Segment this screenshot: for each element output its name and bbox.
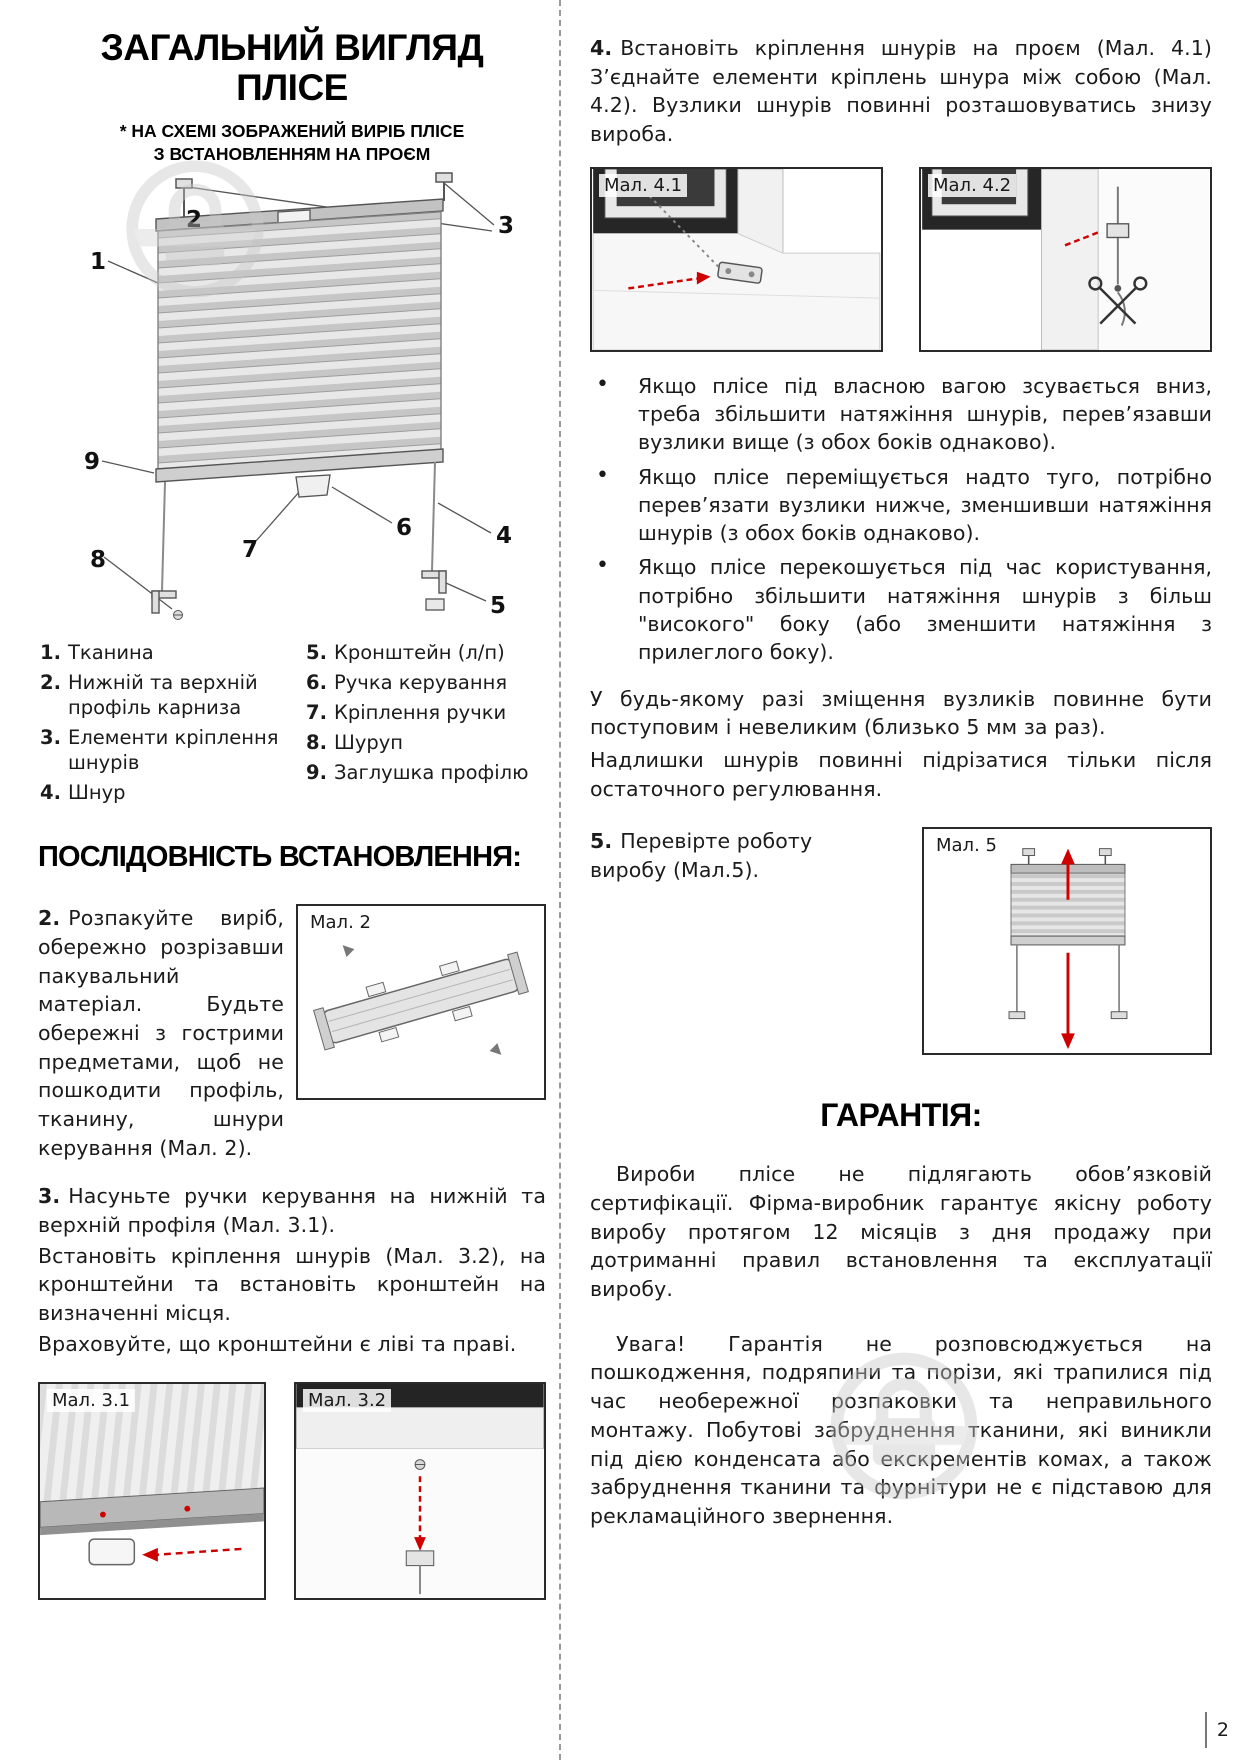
handle-part (89, 1540, 134, 1566)
bullet-item: • Якщо плісе перекошується під час користування, потрібно збільшити натяжіння шнурів з більш "високого" боку (або зменшити натяжіння з прилеглого боку). (590, 553, 1212, 666)
blind-operation-diagram (924, 829, 1210, 1053)
step-3-text (38, 1182, 546, 1358)
legend-item-label: Кріплення ручки (334, 701, 507, 725)
legend-item-label: Заглушка профілю (334, 761, 529, 785)
figures-4-row (590, 167, 1212, 352)
warranty-title: ГАРАНТІЯ: (820, 1097, 982, 1134)
figure-5 (922, 827, 1212, 1055)
overview-title-line1: ЗАГАЛЬНИЙ ВИГЛЯД (100, 27, 484, 68)
legend-item-number: 9. (306, 761, 327, 785)
legend-item-label: Тканина (68, 641, 154, 665)
figure-3-2 (294, 1382, 546, 1600)
page-number: 2 (1216, 1719, 1229, 1741)
figure-3-1 (38, 1382, 266, 1600)
right-column (590, 34, 1212, 1531)
step-2-text (38, 904, 284, 1162)
legend-item-number: 3. (40, 726, 61, 750)
step-3-line-3: Враховуйте, що кронштейни є ліві та праві. (38, 1331, 517, 1356)
left-column (38, 28, 546, 1600)
column-divider (559, 0, 561, 1760)
legend-item-label: Шуруп (334, 731, 404, 755)
callout-6: 6 (396, 515, 413, 542)
figure-2 (296, 904, 546, 1100)
legend-item-number: 6. (306, 671, 327, 695)
note-line-1: У будь-якому разі зміщення вузликів повинне бути поступовим і невеликим (близько 5 мм за раз). (590, 686, 1212, 740)
step-3-line-2: Встановіть кріплення шнурів (Мал. 3.2), на кронштейни та встановіть кронштейн на визначенні місця. (38, 1243, 546, 1326)
step-4-number: 4. (590, 36, 613, 60)
legend-item-label: Шнур (68, 781, 126, 805)
bullet-item: • Якщо плісе переміщується надто туго, потрібно перев’язати вузлики нижче, зменшивши натяжіння шнурів (з обох боків однаково). (590, 463, 1212, 548)
figure-4-1-label: Мал. 4.1 (599, 174, 687, 197)
legend-item-label: Нижній та верхній профіль карниза (68, 671, 258, 720)
control-handle (296, 475, 330, 497)
adjustment-note (590, 685, 1212, 804)
legend-item-label: Кронштейн (л/п) (334, 641, 505, 665)
callout-7: 7 (242, 537, 259, 564)
legend-item-label: Ручка керування (334, 671, 508, 695)
cord-fixing-part (406, 1551, 433, 1566)
legend-item (38, 671, 304, 721)
step-5-number: 5. (590, 829, 613, 854)
step-2-body: Розпакуйте виріб, обережно розрізавши пакувальний матеріал. Будьте обережні з гострими предметами, щоб не пошкодити профіль, тканину, шнури керування (Мал. 2). (38, 906, 284, 1160)
left-cord (162, 482, 165, 591)
red-dashed-arrow (156, 1549, 241, 1555)
figure-3-1-label: Мал. 3.1 (47, 1389, 135, 1412)
right-bracket (422, 571, 446, 593)
legend-item (304, 701, 546, 726)
overview-subtitle-line1: * НА СХЕМІ ЗОБРАЖЕНИЙ ВИРІБ ПЛІСЕ (119, 120, 465, 141)
overview-subtitle-line2: З ВСТАНОВЛЕННЯМ НА ПРОЄМ (153, 143, 431, 164)
note-line-2: Надлишки шнурів повинні підрізатися тільки після остаточного регулювання. (590, 747, 1212, 801)
step-5-text (590, 827, 890, 884)
legend-item-label: Елементи кріплення шнурів (68, 726, 279, 775)
pleated-fabric (158, 212, 441, 469)
callout-9: 9 (84, 449, 101, 476)
figure-4-2-label: Мал. 4.2 (928, 174, 1016, 197)
step-5-row (590, 827, 1212, 1055)
legend-item (304, 641, 546, 666)
warranty-paragraph-1: Вироби плісе не підлягають обов’язковій сертифікації. Фірма-виробник гарантує якісну роботу виробу протягом 12 місяців з дня продажу при дотриманні правил встановлення та експлуатації виробу. (590, 1162, 1212, 1302)
callout-1: 1 (90, 249, 107, 276)
legend-item (304, 671, 546, 696)
legend-item-number: 4. (40, 781, 61, 805)
page-footer (1205, 1712, 1229, 1748)
window-cord-fixing-diagram (296, 1384, 544, 1598)
legend-item-number: 8. (306, 731, 327, 755)
figure-5-label: Мал. 5 (931, 834, 1002, 857)
profile-handle-diagram (40, 1384, 264, 1598)
legend-item (38, 641, 304, 666)
adjustment-bullets (590, 372, 1212, 667)
red-arrow-down (1061, 953, 1075, 1049)
figure-4-2 (919, 167, 1212, 352)
legend-item (38, 726, 304, 776)
top-cord-fixings (176, 173, 452, 188)
rolled-blind-diagram (298, 906, 544, 1098)
legend-item-number: 2. (40, 671, 61, 695)
cord-fixing-part (1107, 224, 1129, 238)
step-3-number: 3. (38, 1184, 61, 1209)
step-5-body: Перевірте роботу виробу (Мал.5). (590, 829, 813, 882)
left-bracket (152, 591, 176, 613)
legend-column-2 (304, 641, 546, 811)
right-cord (432, 462, 435, 571)
step-2-row (38, 904, 546, 1162)
warranty-paragraph-2: Увага! Гарантія не розповсюджується на пошкодження, подряпини та порізи, які трапилися під час необережної розпаковки та неправильного монтажу. Побутові забруднення тканини, які виникли під дією конденсата або екскрементів комах, а також забруднення тканини та фурнітури не є підставою для рекламаційного звернення. (590, 1331, 1212, 1528)
figure-3-2-label: Мал. 3.2 (303, 1389, 391, 1412)
installation-sequence-title: ПОСЛІДОВНІСТЬ ВСТАНОВЛЕННЯ: (38, 841, 522, 874)
step-4-text (590, 34, 1212, 149)
legend-item (304, 731, 546, 756)
bracket-part (426, 599, 444, 610)
step-3-line-1 (38, 1182, 546, 1239)
figure-4-1 (590, 167, 883, 352)
callout-5: 5 (490, 593, 507, 620)
overview-title (38, 28, 546, 108)
callout-2: 2 (186, 207, 203, 234)
step-4-body: Встановіть кріплення шнурів на проєм (Мал. 4.1) З’єднайте елементи кріплень шнура між собою (Мал. 4.2). Вузлики шнурів повинні розташовуватись знизу вироба. (590, 36, 1212, 147)
callout-8: 8 (90, 547, 107, 574)
legend (38, 641, 546, 811)
figure-2-label: Мал. 2 (305, 911, 376, 934)
figures-3-row (38, 1382, 546, 1600)
callout-3: 3 (498, 213, 515, 240)
callout-4: 4 (496, 523, 513, 550)
cord-knot (1114, 285, 1121, 292)
step-3-body-1: Насуньте ручки керування на нижній та верхній профіля (Мал. 3.1). (38, 1184, 546, 1237)
legend-item-number: 7. (306, 701, 327, 725)
pleated-blind-diagram-svg (38, 171, 543, 633)
legend-item (304, 761, 546, 786)
bullet-item: • Якщо плісе під власною вагою зсувається вниз, треба збільшити натяжіння шнурів, перев’язавши вузлики вище (з обох боків однаково). (590, 372, 1212, 457)
legend-item-number: 1. (40, 641, 61, 665)
step-2-number: 2. (38, 906, 61, 931)
pleated-blind-diagram (38, 171, 546, 633)
overview-title-line2: ПЛІСЕ (236, 66, 348, 108)
legend-column-1 (38, 641, 304, 811)
legend-item (38, 781, 304, 806)
footer-rule (1205, 1712, 1207, 1748)
overview-subtitle (38, 120, 546, 166)
legend-item-number: 5. (306, 641, 327, 665)
